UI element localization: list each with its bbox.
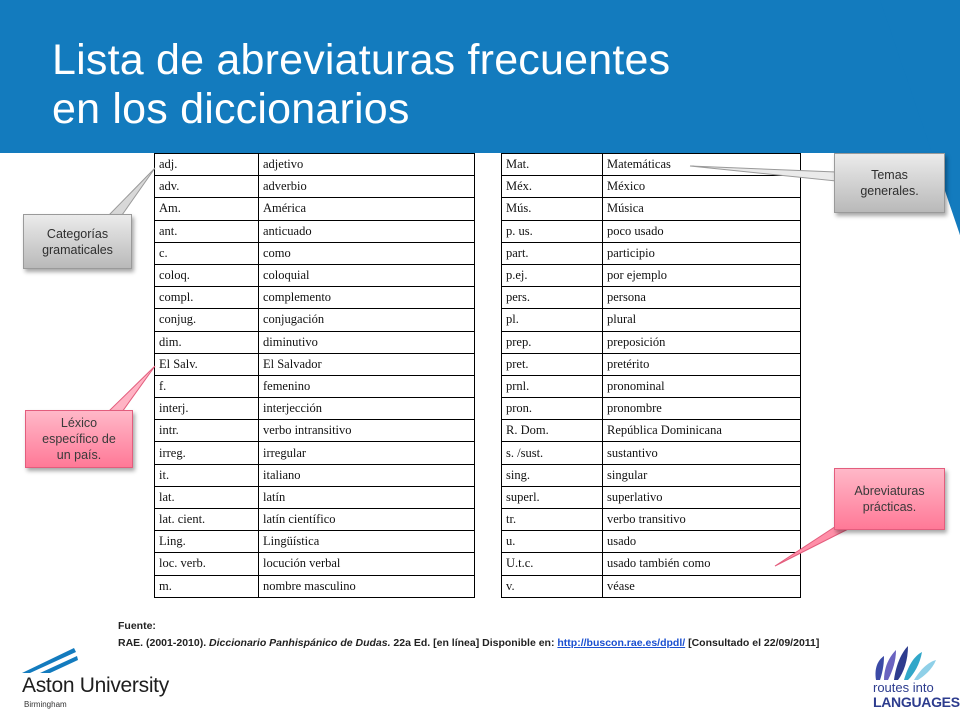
abbreviation-cell: pl.: [502, 309, 603, 331]
callout-categorias-line1: Categorías: [46, 226, 109, 241]
abbreviation-cell: pers.: [502, 287, 603, 309]
callout-temas-line1: Temas: [871, 168, 908, 182]
source-ref-title: Diccionario Panhispánico de Dudas.: [209, 637, 391, 649]
abbreviation-cell: tr.: [502, 509, 603, 531]
abbreviation-cell: Ling.: [155, 531, 259, 553]
meaning-cell: usado también como: [603, 553, 801, 575]
routes-into-languages-line2: LANGUAGES: [873, 694, 960, 710]
callout-abreviaturas-practicas: [834, 468, 945, 530]
meaning-cell: femenino: [259, 375, 475, 397]
meaning-cell: singular: [603, 464, 801, 486]
abbreviation-cell: conjug.: [155, 309, 259, 331]
source-reference: [118, 635, 819, 652]
abbreviation-cell: adj.: [155, 154, 259, 176]
meaning-cell: pronominal: [603, 375, 801, 397]
routes-into-languages-line1: routes into: [873, 680, 934, 695]
meaning-cell: preposición: [603, 331, 801, 353]
abbreviation-cell: dim.: [155, 331, 259, 353]
meaning-cell: pronombre: [603, 398, 801, 420]
source-url-link[interactable]: http://buscon.rae.es/dpdl/: [557, 637, 686, 649]
callout-temas-line2: generales.: [860, 184, 919, 198]
callout-categorias-gramaticales: [23, 214, 132, 269]
abbreviation-cell: interj.: [155, 398, 259, 420]
meaning-cell: Matemáticas: [603, 154, 801, 176]
meaning-cell: véase: [603, 575, 801, 597]
meaning-cell: verbo transitivo: [603, 509, 801, 531]
abbreviation-cell: pret.: [502, 353, 603, 375]
abbreviation-cell: U.t.c.: [502, 553, 603, 575]
routes-into-languages-logo-icon: [870, 646, 946, 682]
meaning-cell: superlativo: [603, 486, 801, 508]
callout-lexico-line1: Léxico: [60, 416, 98, 430]
abbreviation-cell: sing.: [502, 464, 603, 486]
meaning-cell: conjugación: [259, 309, 475, 331]
aston-university-logo-icon: [22, 648, 82, 674]
meaning-cell: Música: [603, 198, 801, 220]
slide-title-line2: en los diccionarios: [52, 85, 410, 133]
abbreviation-cell: part.: [502, 242, 603, 264]
meaning-cell: pretérito: [603, 353, 801, 375]
abbreviation-cell: lat.: [155, 486, 259, 508]
meaning-cell: como: [259, 242, 475, 264]
abbreviation-cell: Am.: [155, 198, 259, 220]
abbreviation-cell: loc. verb.: [155, 553, 259, 575]
pointer-lexico: [108, 366, 155, 412]
abbreviation-cell: lat. cient.: [155, 509, 259, 531]
meaning-cell: coloquial: [259, 264, 475, 286]
meaning-cell: nombre masculino: [259, 575, 475, 597]
abbreviation-cell: ant.: [155, 220, 259, 242]
meaning-cell: México: [603, 176, 801, 198]
abbreviation-cell: R. Dom.: [502, 420, 603, 442]
meaning-cell: usado: [603, 531, 801, 553]
abbreviation-cell: adv.: [155, 176, 259, 198]
abbreviation-cell: c.: [155, 242, 259, 264]
meaning-cell: complemento: [259, 287, 475, 309]
meaning-cell: plural: [603, 309, 801, 331]
source-ref-part3: [Consultado el 22/09/2011]: [685, 637, 820, 649]
callout-lexico-line2: específico de: [42, 432, 116, 446]
meaning-cell: diminutivo: [259, 331, 475, 353]
callout-abreviaturas-line1: Abreviaturas: [854, 484, 925, 498]
source-label: Fuente:: [118, 620, 156, 632]
abbreviation-cell: Méx.: [502, 176, 603, 198]
callout-lexico-pais: [25, 410, 133, 468]
meaning-cell: El Salvador: [259, 353, 475, 375]
meaning-cell: por ejemplo: [603, 264, 801, 286]
abbreviation-cell: s. /sust.: [502, 442, 603, 464]
abbreviation-cell: intr.: [155, 420, 259, 442]
meaning-cell: verbo intransitivo: [259, 420, 475, 442]
meaning-cell: poco usado: [603, 220, 801, 242]
meaning-cell: anticuado: [259, 220, 475, 242]
callout-abreviaturas-line2: prácticas.: [862, 500, 917, 514]
abbreviation-cell: it.: [155, 464, 259, 486]
abbreviation-cell: v.: [502, 575, 603, 597]
abbreviation-cell: compl.: [155, 287, 259, 309]
abbreviation-cell: prnl.: [502, 375, 603, 397]
abbreviation-cell: m.: [155, 575, 259, 597]
abbreviation-cell: prep.: [502, 331, 603, 353]
source-ref-part2: 22a Ed. [en línea] Disponible en:: [390, 637, 558, 649]
abbreviation-cell: Mat.: [502, 154, 603, 176]
meaning-cell: participio: [603, 242, 801, 264]
abbreviation-cell: Mús.: [502, 198, 603, 220]
aston-university-name: Aston University: [22, 674, 169, 697]
meaning-cell: adjetivo: [259, 154, 475, 176]
abbreviation-cell: El Salv.: [155, 353, 259, 375]
meaning-cell: República Dominicana: [603, 420, 801, 442]
meaning-cell: latín: [259, 486, 475, 508]
abbreviation-cell: p. us.: [502, 220, 603, 242]
pointer-temas: [690, 166, 836, 181]
meaning-cell: latín científico: [259, 509, 475, 531]
callout-categorias-line2: gramaticales: [42, 242, 113, 257]
abbreviation-cell: irreg.: [155, 442, 259, 464]
abbreviation-cell: coloq.: [155, 264, 259, 286]
abbreviation-cell: superl.: [502, 486, 603, 508]
meaning-cell: adverbio: [259, 176, 475, 198]
meaning-cell: sustantivo: [603, 442, 801, 464]
meaning-cell: italiano: [259, 464, 475, 486]
meaning-cell: interjección: [259, 398, 475, 420]
slide-title-line1: Lista de abreviaturas frecuentes: [52, 36, 671, 84]
meaning-cell: América: [259, 198, 475, 220]
source-citation: [118, 618, 819, 652]
meaning-cell: irregular: [259, 442, 475, 464]
abbreviation-cell: f.: [155, 375, 259, 397]
callout-temas-generales: [834, 153, 945, 213]
pointer-categorias: [109, 168, 155, 215]
abbreviation-cell: p.ej.: [502, 264, 603, 286]
abbreviation-cell: pron.: [502, 398, 603, 420]
meaning-cell: persona: [603, 287, 801, 309]
aston-university-city: Birmingham: [24, 700, 67, 709]
callout-lexico-line3: un país.: [56, 448, 102, 462]
source-ref-part1: RAE. (2001-2010).: [118, 637, 210, 649]
meaning-cell: locución verbal: [259, 553, 475, 575]
abbreviation-cell: u.: [502, 531, 603, 553]
meaning-cell: Lingüística: [259, 531, 475, 553]
